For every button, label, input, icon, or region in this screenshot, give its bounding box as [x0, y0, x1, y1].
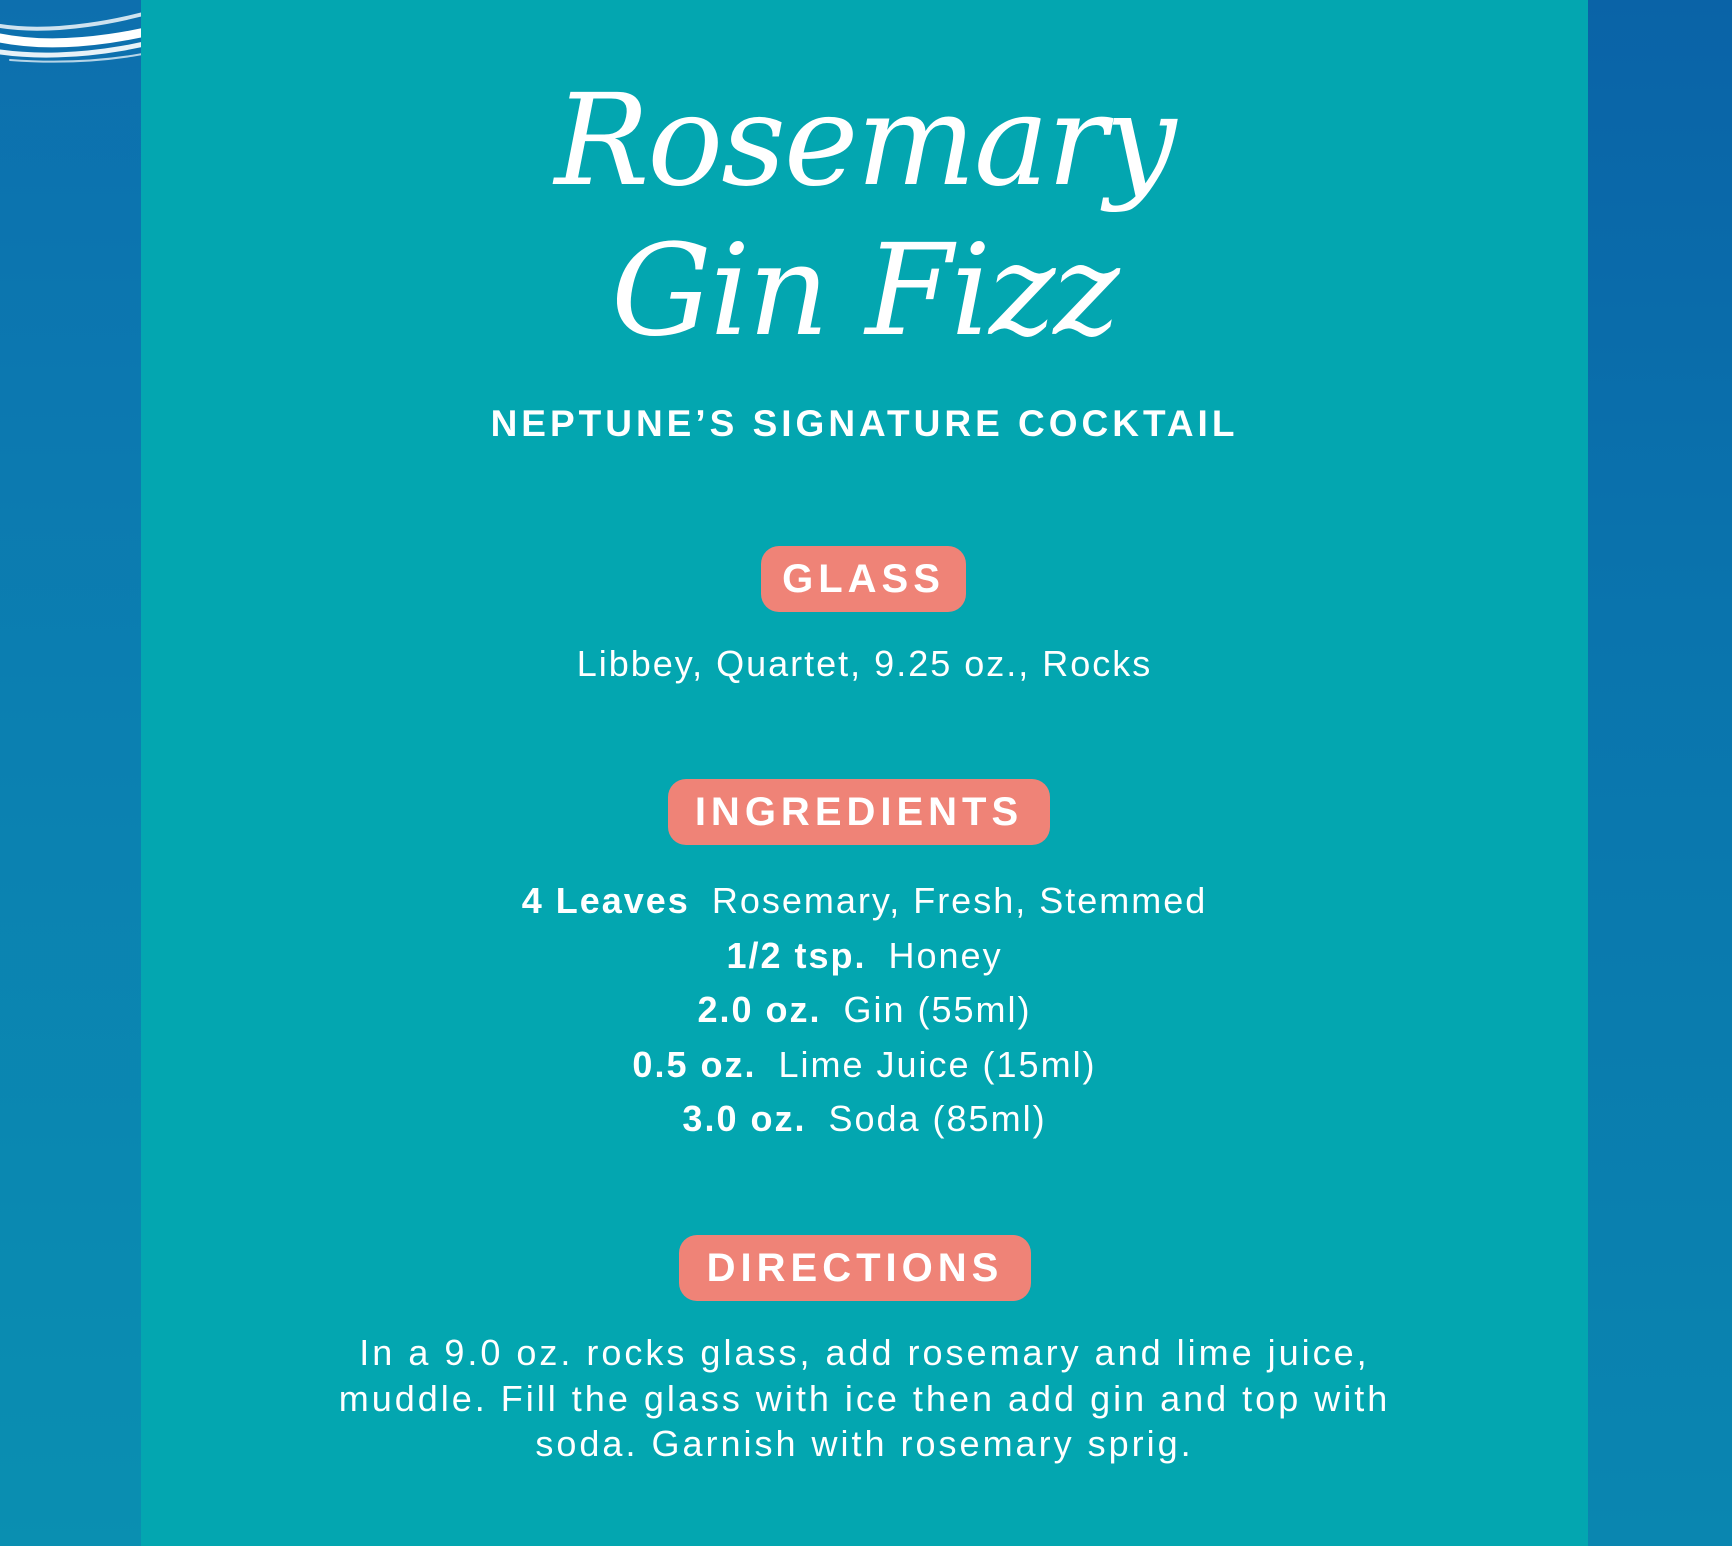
recipe-card: [141, 0, 1588, 1546]
directions-section-label: DIRECTIONS: [679, 1235, 1031, 1301]
recipe-title-line-2: Gin Fizz: [611, 217, 1118, 364]
recipe-title-line-1: Rosemary: [554, 67, 1175, 214]
directions-text: In a 9.0 oz. rocks glass, add rosemary and lime juice, muddle. Fill the glass with ice then add gin and top with soda. Garnish with rosemary sprig.: [338, 1332, 1391, 1464]
ingredient-item: [141, 983, 1588, 1038]
left-background-strip: [0, 0, 141, 1546]
ingredient-quantity: 2.0 oz.: [697, 989, 822, 1030]
ingredients-list: [141, 874, 1588, 1147]
ingredient-quantity: 4 Leaves: [521, 880, 690, 921]
ingredient-name: Gin (55ml): [843, 989, 1032, 1030]
ingredient-name: Lime Juice (15ml): [778, 1043, 1097, 1085]
recipe-subtitle: NEPTUNE’S SIGNATURE COCKTAIL: [490, 403, 1239, 444]
ingredient-item: [141, 1038, 1588, 1093]
ingredient-name: Soda (85ml): [828, 1098, 1047, 1139]
ingredient-quantity: 0.5 oz.: [632, 1043, 757, 1085]
ingredient-quantity: 1/2 tsp.: [726, 934, 867, 976]
ingredient-item: [141, 929, 1588, 984]
ingredient-item: [141, 1092, 1588, 1147]
right-background-strip: [1588, 0, 1732, 1546]
ingredient-item: [141, 874, 1588, 929]
glass-section-label: GLASS: [761, 546, 966, 612]
glass-description: Libbey, Quartet, 9.25 oz., Rocks: [576, 643, 1153, 684]
ingredient-quantity: 3.0 oz.: [682, 1098, 807, 1139]
ingredient-name: Rosemary, Fresh, Stemmed: [711, 880, 1208, 921]
ingredient-name: Honey: [888, 934, 1003, 976]
ingredients-section-label: INGREDIENTS: [668, 779, 1050, 845]
